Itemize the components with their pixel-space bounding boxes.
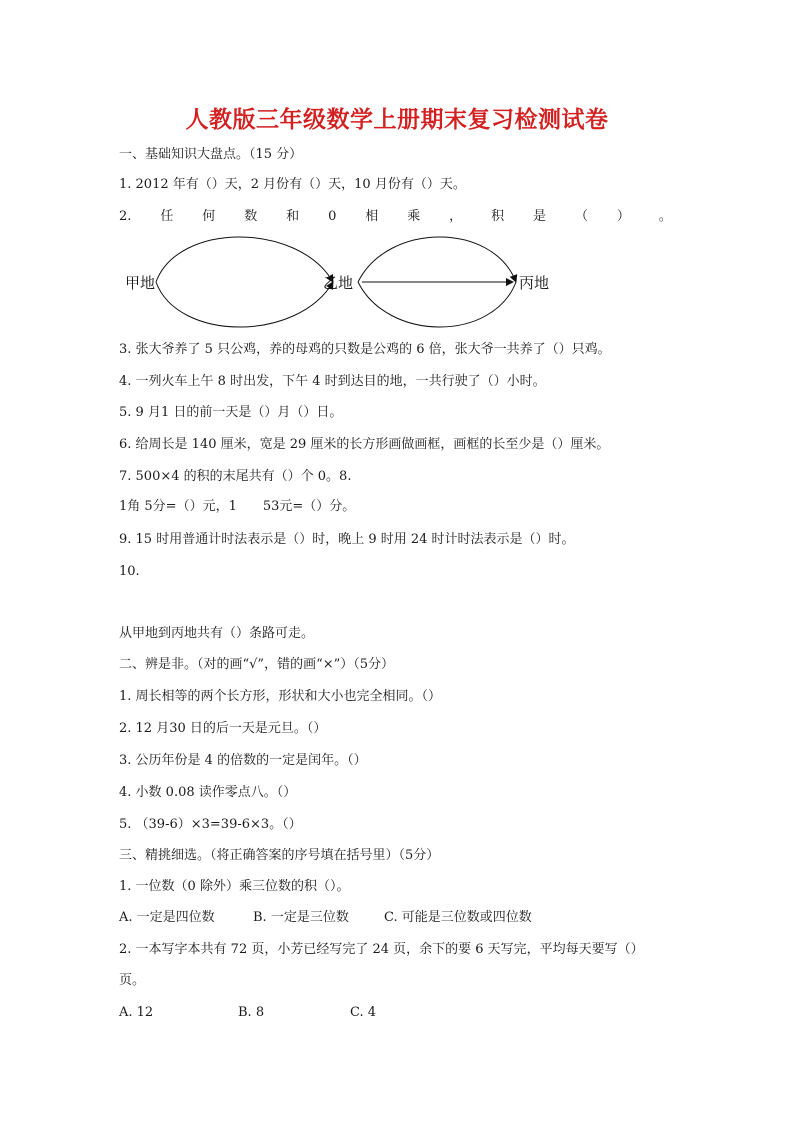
choice-question-1: 1. 一位数（0 除外）乘三位数的积（）。: [119, 879, 350, 894]
q2-part: 何: [202, 209, 216, 224]
q2-part: 相: [365, 209, 379, 224]
choice-question-2-line2: 页。: [119, 973, 146, 988]
question-1-3: 3. 张大爷养了 5 只公鸡，养的母鸡的只数是公鸡的 6 倍，张大爷一共养了（）只鸡。: [119, 342, 611, 357]
q2-part: 是: [533, 209, 547, 224]
question-1-4: 4. 一列火车上午 8 时出发，下午 4 时到达目的地，一共行驶了（）小时。: [119, 374, 546, 389]
section2-heading: 二、辨是非。（对的画“√”，错的画“×”）（5分）: [119, 657, 395, 672]
q2-part: ）: [616, 209, 630, 224]
question-1-2: [119, 208, 672, 226]
question-1-10-number: 10.: [119, 564, 140, 579]
option-c: C. 4: [350, 1005, 377, 1020]
choice-question-2-line1: 2. 一本写字本共有 72 页，小芳已经写完了 24 页，余下的要 6 天写完，平均每天要写（）: [119, 942, 644, 957]
choice-question-1-options: [119, 909, 532, 927]
section1-heading: 一、基础知识大盘点。（15 分）: [119, 147, 303, 162]
option-a: A. 12: [119, 1005, 154, 1020]
judge-item: 5. （39-6）×3=39-6×3。（）: [119, 817, 302, 832]
judge-item: 1. 周长相等的两个长方形，形状和大小也完全相同。（）: [119, 689, 442, 704]
lower-route-jia-yi: [156, 282, 333, 327]
q2-part: 任: [160, 209, 174, 224]
q2-part: 2.: [119, 209, 132, 224]
question-1-9: 9. 15 时用普通计时法表示是（）时，晚上 9 时用 24 时计时法表示是（）时。: [119, 532, 575, 547]
choice-question-2-options: [119, 1004, 376, 1022]
lower-route-yi-bing: [358, 282, 516, 327]
upper-route-jia-yi: [156, 237, 333, 282]
place-label-jia: 甲地: [125, 274, 156, 292]
option-b: B. 一定是三位数: [253, 910, 349, 925]
q2-part: 和: [286, 209, 300, 224]
question-1-10-text: 从甲地到丙地共有（）条路可走。: [119, 626, 315, 641]
judge-item: 4. 小数 0.08 读作零点八。（）: [119, 785, 297, 800]
question-1-6: 6. 给周长是 140 厘米，宽是 29 厘米的长方形画做画框，画框的长至少是（）厘米。: [119, 437, 610, 452]
option-b: B. 8: [238, 1005, 265, 1020]
question-1-8: 1角 5分=（）元，1 53元=（）分。: [119, 499, 356, 514]
place-label-bing: 丙地: [519, 274, 550, 292]
q2-part: 0: [328, 209, 337, 224]
question-1-1: 1. 2012 年有（）天，2 月份有（）天，10 月份有（）天。: [119, 177, 466, 192]
question-1-5: 5. 9 月1 日的前一天是（）月（）日。: [119, 405, 343, 420]
q2-part: 。: [658, 209, 672, 224]
q2-part: 数: [244, 209, 258, 224]
q2-part: （: [574, 209, 588, 224]
judge-item: 3. 公历年份是 4 的倍数的一定是闰年。（）: [119, 753, 367, 768]
q2-part: ，: [449, 209, 463, 224]
option-c: C. 可能是三位数或四位数: [384, 910, 532, 925]
route-diagram: [118, 236, 568, 328]
section3-heading: 三、精挑细选。（将正确答案的序号填在括号里）（5分）: [119, 848, 440, 863]
upper-route-yi-bing: [358, 237, 516, 282]
option-a: A. 一定是四位数: [119, 910, 215, 925]
q2-part: 乘: [407, 209, 421, 224]
question-1-7: 7. 500×4 的积的末尾共有（）个 0。8.: [119, 469, 352, 484]
place-label-yi: 乙地: [323, 274, 354, 292]
q2-part: 积: [491, 209, 505, 224]
page-title: 人教版三年级数学上册期末复习检测试卷: [185, 106, 609, 133]
judge-item: 2. 12 月30 日的后一天是元旦。（）: [119, 721, 327, 736]
